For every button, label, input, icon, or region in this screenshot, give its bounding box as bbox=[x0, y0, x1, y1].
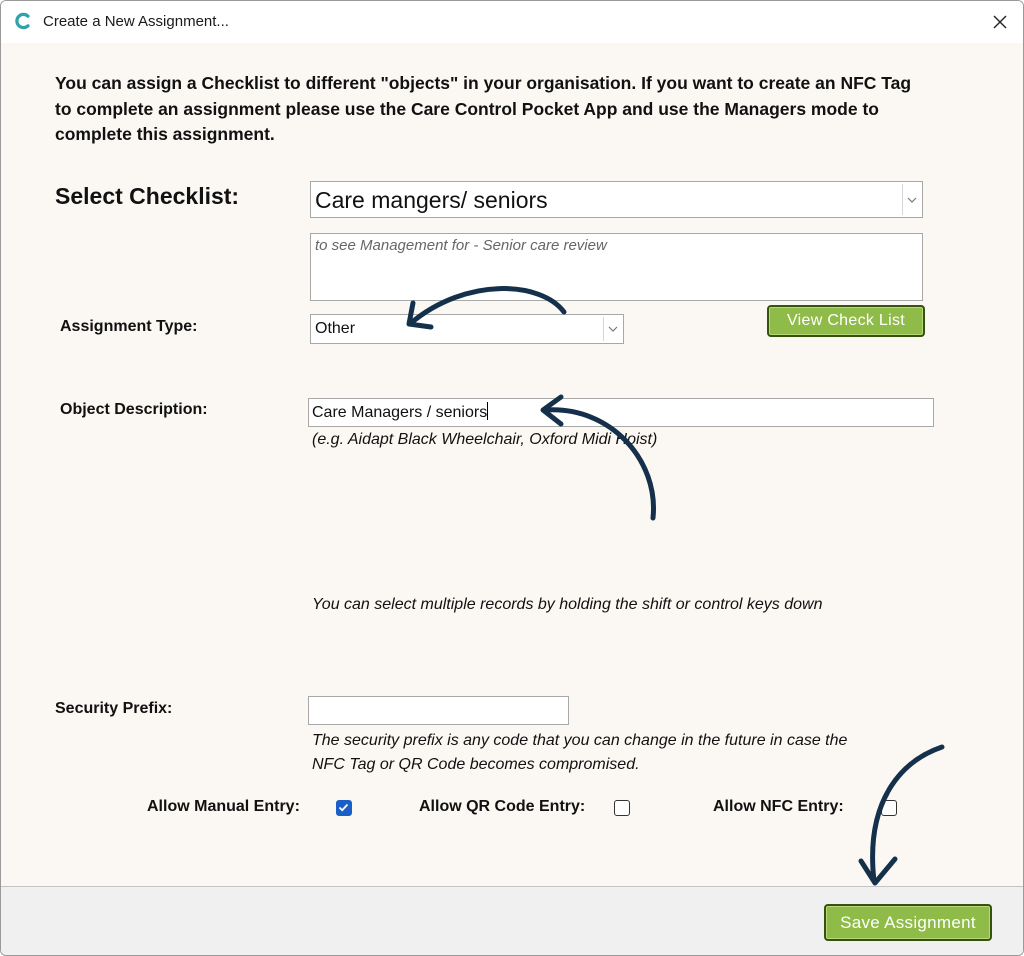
select-checklist-label: Select Checklist: bbox=[55, 183, 240, 209]
dialog-footer bbox=[1, 886, 1023, 956]
security-prefix-hint-line2: NFC Tag or QR Code becomes compromised. bbox=[312, 756, 640, 773]
allow-qr-entry-checkbox[interactable] bbox=[614, 800, 630, 816]
intro-text: You can assign a Checklist to different "objects" in your organisation. If you want to create an NFC Tag to complete an assignment please use the Care Control Pocket App and use the Managers mode to complete this assignment. bbox=[55, 73, 912, 144]
security-prefix-label: Security Prefix: bbox=[55, 700, 173, 717]
text-caret bbox=[487, 402, 488, 420]
save-assignment-button[interactable]: Save Assignment bbox=[824, 904, 992, 941]
window-title: Create a New Assignment... bbox=[43, 13, 229, 30]
checklist-dropdown-arrow[interactable] bbox=[902, 184, 920, 215]
security-prefix-input[interactable] bbox=[308, 696, 569, 725]
title-bar bbox=[1, 1, 1023, 43]
assignment-type-selected-value: Other bbox=[315, 320, 356, 337]
multi-select-hint: You can select multiple records by holding the shift or control keys down bbox=[312, 596, 823, 613]
allow-nfc-entry-label: Allow NFC Entry: bbox=[713, 798, 844, 815]
checklist-description: to see Management for - Senior care review bbox=[310, 233, 923, 301]
assignment-type-select[interactable] bbox=[310, 314, 624, 344]
object-description-input[interactable] bbox=[308, 398, 934, 427]
allow-qr-entry-label: Allow QR Code Entry: bbox=[419, 798, 586, 815]
dialog-content bbox=[1, 43, 1023, 886]
chevron-down-icon bbox=[608, 326, 618, 332]
care-control-logo-icon bbox=[13, 11, 33, 31]
object-description-value: Care Managers / seniors bbox=[312, 404, 488, 421]
allow-manual-entry-checkbox[interactable] bbox=[336, 800, 352, 816]
assignment-type-dropdown-arrow[interactable] bbox=[603, 317, 621, 341]
allow-manual-entry-label: Allow Manual Entry: bbox=[147, 798, 300, 815]
allow-nfc-entry-checkbox[interactable] bbox=[881, 800, 897, 816]
chevron-down-icon bbox=[907, 197, 917, 203]
object-description-example: (e.g. Aidapt Black Wheelchair, Oxford Midi Hoist) bbox=[312, 431, 658, 448]
object-description-label: Object Description: bbox=[60, 401, 208, 418]
view-checklist-button[interactable]: View Check List bbox=[767, 305, 925, 337]
checklist-select[interactable] bbox=[310, 181, 923, 218]
security-prefix-hint-line1: The security prefix is any code that you can change in the future in case the bbox=[312, 732, 848, 749]
close-button[interactable] bbox=[977, 1, 1023, 43]
checklist-selected-value: Care mangers/ seniors bbox=[315, 187, 548, 213]
checkmark-icon bbox=[337, 801, 350, 814]
assignment-type-label: Assignment Type: bbox=[60, 318, 198, 335]
close-icon bbox=[993, 15, 1007, 29]
